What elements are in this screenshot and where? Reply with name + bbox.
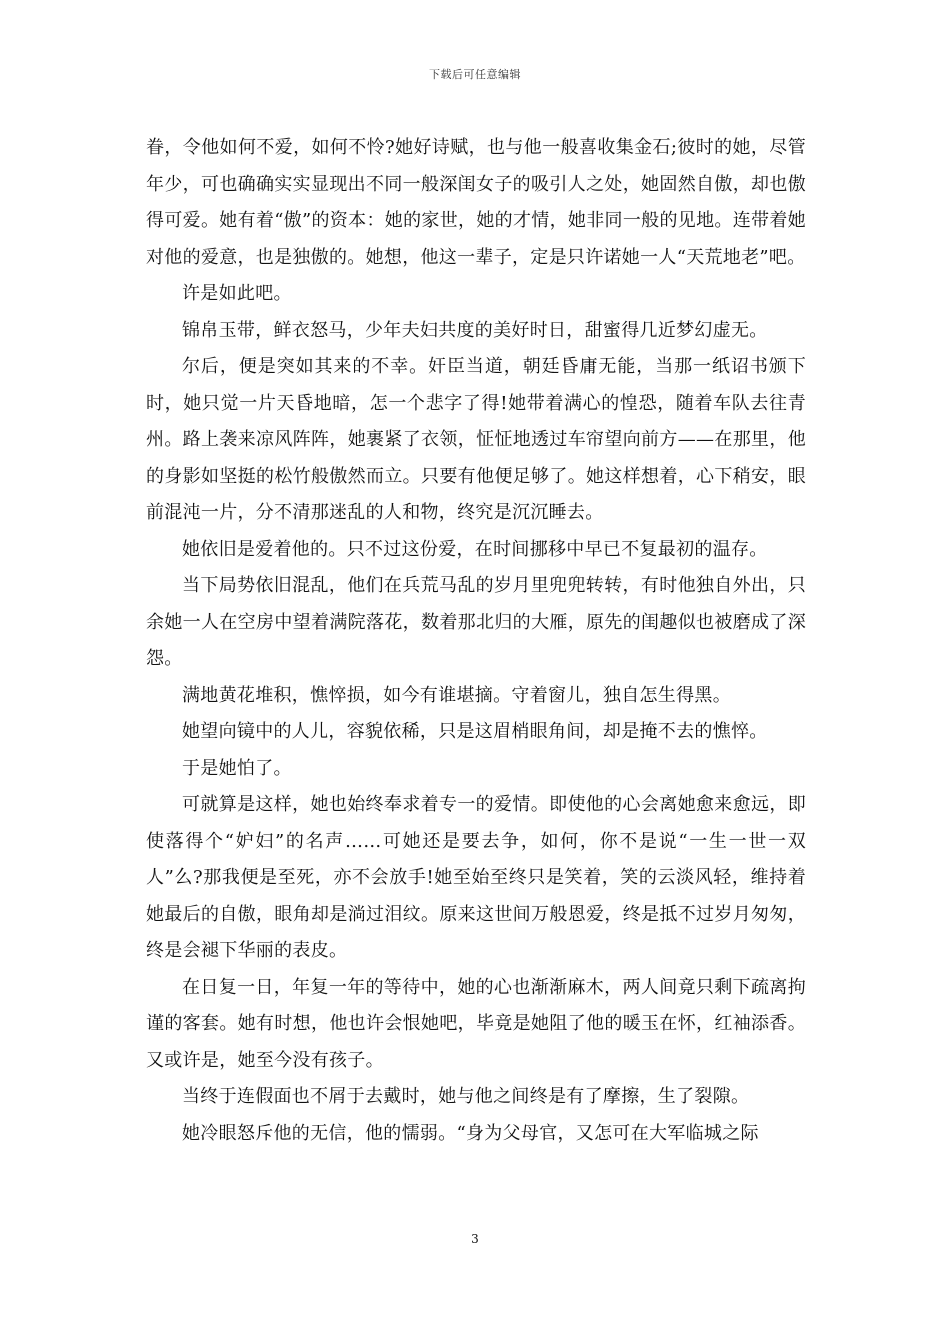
paragraph-3: 锦帛玉带，鲜衣怒马，少年夫妇共度的美好时日，甜蜜得几近梦幻虚无。 — [182, 319, 768, 341]
paragraph-2: 许是如此吧。 — [182, 283, 292, 304]
paragraph-8: 她望向镜中的人儿，容貌依稀，只是这眉梢眼角间，却是掩不去的憔悴。 — [182, 721, 768, 742]
paragraph-13: 她冷眼怒斥他的无信，他的懦弱。“身为父母官，又怎可在大军临城之际 — [182, 1122, 759, 1144]
paragraph-7: 满地黄花堆积，憔悴损，如今有谁堪摘。守着窗儿，独自怎生得黑。 — [182, 684, 731, 706]
page-header-note: 下载后可任意编辑 — [429, 68, 521, 81]
paragraph-10: 可就算是这样，她也始终奉求着专一的爱情。即使他的心会离她愈来愈远，即使落得个“妒妇”的名声……可她还是要去争，如何，你不是说“一生一世一双人”么?那我便是至死，亦不会放手!她至始至终只是笑着，笑的云淡风轻，维持着她最后的自傲，眼角却是淌过泪纹。原来这世间万般恩爱，终是抵不过岁月匆匆，终是会褪下华丽的表皮。 — [146, 794, 806, 961]
paragraph-1: 眷，令他如何不爱，如何不怜?她好诗赋，也与他一般喜收集金石;彼时的她，尽管年少，可也确确实实显现出不同一般深闺女子的吸引人之处，她固然自傲，却也傲得可爱。她有着“傲”的资本：她的家世，她的才情，她非同一般的见地。连带着她对他的爱意，也是独傲的。她想，他这一辈子，定是只许诺她一人“天荒地老”吧。 — [146, 137, 806, 268]
paragraph-9: 于是她怕了。 — [182, 757, 292, 779]
paragraph-11: 在日复一日，年复一年的等待中，她的心也渐渐麻木，两人间竟只剩下疏离拘谨的客套。她有时想，他也许会恨她吧，毕竟是她阻了他的暖玉在怀，红袖添香。又或许是，她至今没有孩子。 — [146, 976, 806, 1071]
document-body — [146, 130, 806, 1152]
paragraph-4: 尔后，便是突如其来的不幸。奸臣当道，朝廷昏庸无能，当那一纸诏书颁下时，她只觉一片天昏地暗，怎一个悲字了得!她带着满心的惶恐，随着车队去往青州。路上袭来凉风阵阵，她裹紧了衣领，怔怔地透过车帘望向前方——在那里，他的身影如坚挺的松竹般傲然而立。只要有他便足够了。她这样想着，心下稍安，眼前混沌一片，分不清那迷乱的人和物，终究是沉沉睡去。 — [146, 356, 806, 523]
page-number: 3 — [471, 1232, 479, 1246]
paragraph-12: 当终于连假面也不屑于去戴时，她与他之间终是有了摩擦，生了裂隙。 — [182, 1086, 750, 1107]
paragraph-6: 当下局势依旧混乱，他们在兵荒马乱的岁月里兜兜转转，有时他独自外出，只余她一人在空房中望着满院落花，数着那北归的大雁，原先的闺趣似也被磨成了深怨。 — [146, 575, 806, 669]
paragraph-5: 她依旧是爱着他的。只不过这份爱，在时间挪移中早已不复最初的温存。 — [182, 538, 768, 560]
